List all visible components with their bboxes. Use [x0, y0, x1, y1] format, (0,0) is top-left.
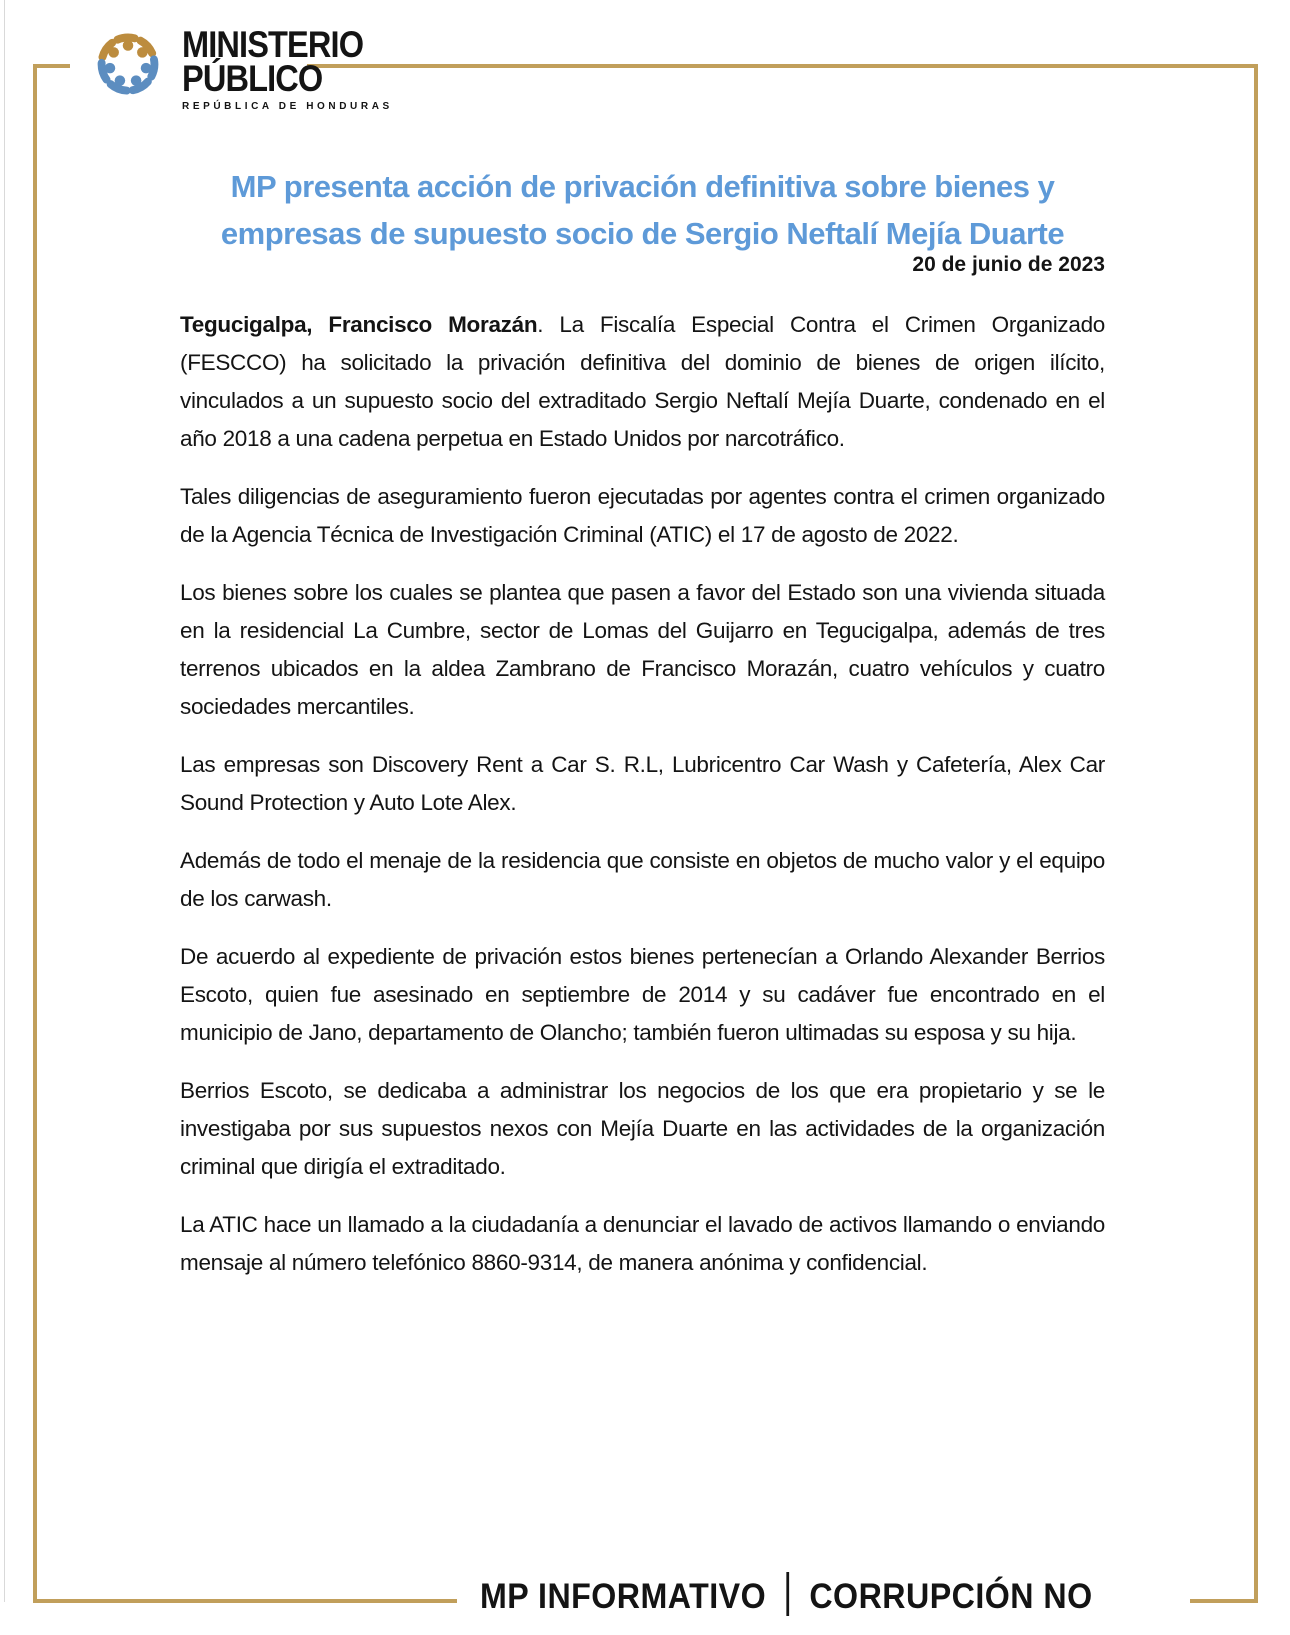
- article-date: 20 de junio de 2023: [912, 253, 1105, 276]
- body-paragraph: Tales diligencias de aseguramiento fueron ejecutadas por agentes contra el crimen organizado de la Agencia Técnica de Investigación Criminal (ATIC) el 17 de agosto de 2022.: [180, 484, 1105, 547]
- footer-left-label: MP INFORMATIVO: [480, 1577, 767, 1616]
- article-body: [180, 306, 1105, 1302]
- frame-top-left-segment: [33, 64, 70, 68]
- logo-title: [182, 24, 368, 99]
- logo-text-block: [182, 20, 393, 112]
- frame-bottom-left-line: [33, 1599, 457, 1603]
- body-paragraph: Los bienes sobre los cuales se plantea que pasen a favor del Estado son una vivienda situada en la residencial La Cumbre, sector de Lomas del Guijarro en Tegucigalpa, además de tres terrenos ubicados en la aldea Zambrano de Francisco Morazán, cuatro vehículos y cuatro sociedades mercantiles.: [180, 580, 1105, 719]
- article-title-line2: empresas de supuesto socio de Sergio Neftalí Mejía Duarte: [220, 215, 1065, 251]
- people-circle-logo-icon: [84, 20, 172, 108]
- frame-left-line: [33, 64, 37, 1603]
- footer-text: [480, 1572, 1093, 1617]
- frame-bottom-right-segment: [1190, 1599, 1258, 1603]
- body-paragraph: Además de todo el menaje de la residencia que consiste en objetos de mucho valor y el equipo de los carwash.: [180, 848, 1105, 911]
- ministerio-publico-logo: [84, 20, 393, 112]
- logo-subtitle: REPÚBLICA DE HONDURAS: [182, 101, 393, 112]
- body-paragraph: De acuerdo al expediente de privación estos bienes pertenecían a Orlando Alexander Berrios Escoto, quien fue asesinado en septiembre de 2014 y su cadáver fue encontrado en el municipio de Jano, departamento de Olancho; también fueron ultimadas su esposa y su hija.: [180, 944, 1105, 1045]
- body-paragraph: Berrios Escoto, se dedicaba a administrar los negocios de los que era propietario y se le investigaba por sus supuestos nexos con Mejía Duarte en las actividades de la organización criminal que dirigía el extraditado.: [180, 1078, 1105, 1179]
- body-paragraph: Tegucigalpa, Francisco Morazán. La Fiscalía Especial Contra el Crimen Organizado (FESCCO) ha solicitado la privación definitiva del dominio de bienes de origen ilícito, vinculados a un supuesto socio del extraditado Sergio Neftalí Mejía Duarte, condenado en el año 2018 a una cadena perpetua en Estado Unidos por narcotráfico.: [180, 312, 1106, 451]
- logo-title-line1: MINISTERIO: [182, 24, 364, 65]
- paragraph-lead: Tegucigalpa, Francisco Morazán: [180, 312, 538, 337]
- footer-right-label: CORRUPCIÓN NO: [809, 1577, 1093, 1616]
- article-title-line1: MP presenta acción de privación definitiva sobre bienes y: [230, 168, 1055, 204]
- footer-separator-bar: [786, 1572, 789, 1616]
- article-title: [180, 163, 1105, 257]
- page-edge-line: [4, 0, 5, 1602]
- logo-title-line2: PÚBLICO: [182, 58, 323, 99]
- frame-top-line: [307, 64, 1258, 68]
- frame-right-line: [1254, 64, 1258, 1603]
- body-paragraph: La ATIC hace un llamado a la ciudadanía a denunciar el lavado de activos llamando o enviando mensaje al número telefónico 8860-9314, de manera anónima y confidencial.: [180, 1212, 1105, 1275]
- body-paragraph: Las empresas son Discovery Rent a Car S. R.L, Lubricentro Car Wash y Cafetería, Alex Car Sound Protection y Auto Lote Alex.: [180, 752, 1105, 815]
